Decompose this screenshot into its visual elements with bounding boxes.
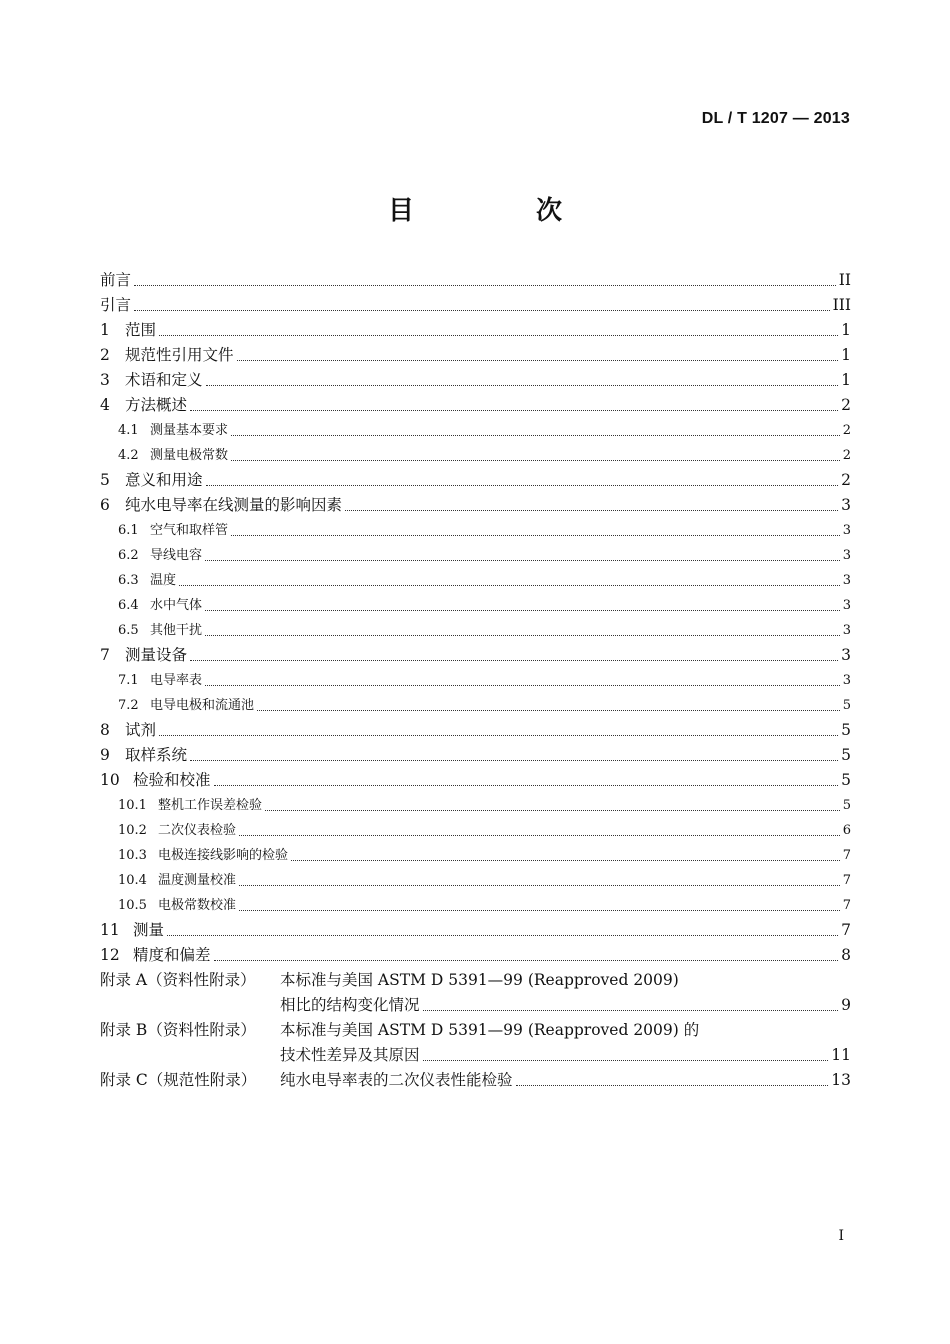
appendix-page: 13	[831, 1071, 851, 1089]
toc-entry-page: 2	[842, 423, 851, 438]
toc-entry-number: 6.5	[118, 623, 139, 638]
toc-entry-number: 8	[100, 721, 110, 739]
toc-entry-page: 1	[841, 371, 851, 389]
toc-entry[interactable]	[100, 943, 851, 968]
dot-leader	[134, 310, 830, 311]
dot-leader	[214, 785, 839, 786]
toc-entry-page: 2	[842, 448, 851, 463]
dot-leader	[423, 1010, 839, 1011]
table-of-contents	[100, 268, 851, 1093]
toc-entry-number: 10	[100, 771, 120, 789]
toc-entry-label: 方法概述	[125, 396, 188, 414]
toc-entry-number: 9	[100, 746, 110, 764]
toc-entry-page: 3	[842, 523, 851, 538]
toc-entry[interactable]	[100, 418, 851, 443]
page-title: 目 次	[387, 196, 610, 226]
dot-leader	[423, 1060, 829, 1061]
toc-entry-label: 温度测量校准	[158, 873, 237, 888]
toc-entry-label: 其他干扰	[150, 623, 203, 638]
toc-entry-label: 测量电极常数	[150, 448, 229, 463]
toc-entry-label: 精度和偏差	[133, 946, 211, 964]
dot-leader	[265, 810, 840, 811]
toc-entry-page: 6	[842, 823, 851, 838]
toc-entry-label: 测量	[133, 921, 165, 939]
dot-leader	[190, 410, 838, 411]
appendix-entry[interactable]	[100, 968, 851, 993]
toc-entry-label: 导线电容	[150, 548, 203, 563]
toc-entry-page: II	[838, 271, 851, 289]
dot-leader	[291, 860, 840, 861]
toc-entry-number: 10.4	[118, 873, 147, 888]
toc-entry-number: 7	[100, 646, 110, 664]
toc-entry-label: 温度	[150, 573, 177, 588]
dot-leader	[190, 760, 838, 761]
toc-entry-page: 5	[842, 798, 851, 813]
toc-entry[interactable]	[100, 568, 851, 593]
toc-entry-number: 10.3	[118, 848, 147, 863]
toc-entry-page: 3	[842, 623, 851, 638]
appendix-title: 本标准与美国 ASTM D 5391—99 (Reapproved 2009)	[280, 971, 679, 989]
toc-entry-label: 电极常数校准	[158, 898, 237, 913]
toc-entry-page: 7	[842, 898, 851, 913]
appendix-title-line2: 技术性差异及其原因	[280, 1046, 420, 1064]
toc-entry-number: 11	[100, 921, 120, 939]
toc-entry-number: 4	[100, 396, 110, 414]
toc-entry[interactable]	[100, 668, 851, 693]
toc-entry-page: 1	[841, 321, 851, 339]
toc-entry[interactable]	[100, 918, 851, 943]
appendix-label: 附录 B（资料性附录）	[100, 1021, 256, 1039]
toc-entry-label: 引言	[100, 296, 132, 314]
toc-entry-number: 10.2	[118, 823, 147, 838]
toc-entry-number: 6.1	[118, 523, 139, 538]
toc-entry-number: 4.1	[118, 423, 139, 438]
appendix-entry[interactable]	[100, 1068, 851, 1093]
dot-leader	[231, 460, 840, 461]
appendix-title-line2: 相比的结构变化情况	[280, 996, 420, 1014]
toc-entry-page: 3	[841, 496, 851, 514]
toc-entry-number: 6.3	[118, 573, 139, 588]
dot-leader	[516, 1085, 829, 1086]
toc-entry-label: 术语和定义	[125, 371, 203, 389]
dot-leader	[239, 910, 840, 911]
dot-leader	[205, 560, 840, 561]
toc-entry[interactable]	[100, 893, 851, 918]
toc-entry-page: 8	[841, 946, 851, 964]
toc-entry-page: 3	[842, 673, 851, 688]
toc-entry-page: III	[832, 296, 851, 314]
toc-entry-page: 2	[841, 471, 851, 489]
toc-entry[interactable]	[100, 793, 851, 818]
toc-entry-number: 1	[100, 321, 110, 339]
dot-leader	[231, 535, 840, 536]
toc-entry[interactable]	[100, 443, 851, 468]
toc-entry-label: 水中气体	[150, 598, 203, 613]
toc-entry[interactable]	[100, 843, 851, 868]
toc-entry-number: 6.2	[118, 548, 139, 563]
dot-leader	[237, 360, 839, 361]
toc-entry[interactable]	[100, 493, 851, 518]
toc-entry[interactable]	[100, 543, 851, 568]
appendix-entry-continued[interactable]	[100, 993, 851, 1018]
toc-entry[interactable]	[100, 868, 851, 893]
dot-leader	[159, 735, 838, 736]
toc-entry-label: 电导率表	[150, 673, 203, 688]
toc-entry-number: 5	[100, 471, 110, 489]
toc-entry-label: 试剂	[125, 721, 157, 739]
dot-leader	[214, 960, 839, 961]
toc-entry-page: 7	[842, 873, 851, 888]
toc-entry-number: 4.2	[118, 448, 139, 463]
appendix-title: 纯水电导率表的二次仪表性能检验	[280, 1071, 513, 1089]
dot-leader	[206, 385, 839, 386]
toc-entry-number: 7.2	[118, 698, 139, 713]
appendix-entry-continued[interactable]	[100, 1043, 851, 1068]
dot-leader	[205, 635, 840, 636]
dot-leader	[205, 610, 840, 611]
toc-entry-page: 5	[841, 771, 851, 789]
appendix-entry[interactable]	[100, 1018, 851, 1043]
toc-entry-number: 12	[100, 946, 120, 964]
toc-entry-page: 5	[841, 721, 851, 739]
toc-entry-label: 测量基本要求	[150, 423, 229, 438]
toc-entry[interactable]	[100, 268, 851, 293]
toc-entry[interactable]	[100, 618, 851, 643]
toc-entry[interactable]	[100, 368, 851, 393]
toc-entry-page: 2	[841, 396, 851, 414]
dot-leader	[159, 335, 838, 336]
dot-leader	[239, 835, 840, 836]
toc-entry[interactable]	[100, 293, 851, 318]
dot-leader	[206, 485, 839, 486]
toc-entry-page: 1	[841, 346, 851, 364]
dot-leader	[205, 685, 840, 686]
toc-entry[interactable]	[100, 318, 851, 343]
toc-entry-label: 电导电极和流通池	[150, 698, 255, 713]
appendix-page: 9	[841, 996, 851, 1014]
toc-entry[interactable]	[100, 818, 851, 843]
toc-entry-label: 前言	[100, 271, 132, 289]
toc-entry-number: 3	[100, 371, 110, 389]
appendix-label: 附录 C（规范性附录）	[100, 1071, 257, 1089]
dot-leader	[190, 660, 838, 661]
toc-entry-label: 意义和用途	[125, 471, 203, 489]
toc-entry-page: 3	[842, 573, 851, 588]
toc-entry-label: 范围	[125, 321, 157, 339]
toc-entry-page: 7	[842, 848, 851, 863]
dot-leader	[257, 710, 840, 711]
dot-leader	[231, 435, 840, 436]
appendix-page: 11	[831, 1046, 851, 1064]
toc-entry[interactable]	[100, 643, 851, 668]
dot-leader	[239, 885, 840, 886]
toc-entry[interactable]	[100, 518, 851, 543]
toc-entry[interactable]	[100, 693, 851, 718]
toc-entry-page: 7	[841, 921, 851, 939]
dot-leader	[167, 935, 838, 936]
toc-entry[interactable]	[100, 593, 851, 618]
appendix-title: 本标准与美国 ASTM D 5391—99 (Reapproved 2009) 的	[280, 1021, 700, 1039]
toc-entry[interactable]	[100, 343, 851, 368]
document-code: DL / T 1207 — 2013	[701, 110, 850, 127]
toc-entry[interactable]	[100, 768, 851, 793]
appendix-label: 附录 A（资料性附录）	[100, 971, 256, 989]
toc-entry-number: 10.1	[118, 798, 147, 813]
toc-entry-label: 测量设备	[125, 646, 188, 664]
toc-entry-label: 规范性引用文件	[125, 346, 234, 364]
toc-entry[interactable]	[100, 468, 851, 493]
toc-entry-number: 7.1	[118, 673, 139, 688]
toc-entry[interactable]	[100, 743, 851, 768]
toc-entry[interactable]	[100, 718, 851, 743]
toc-entry-label: 空气和取样管	[150, 523, 229, 538]
toc-entry-label: 取样系统	[125, 746, 188, 764]
toc-entry-number: 6	[100, 496, 110, 514]
toc-entry-label: 检验和校准	[133, 771, 211, 789]
toc-entry-label: 二次仪表检验	[158, 823, 237, 838]
dot-leader	[345, 510, 838, 511]
page-number: I	[838, 1228, 844, 1244]
toc-entry-number: 6.4	[118, 598, 139, 613]
toc-entry[interactable]	[100, 393, 851, 418]
toc-entry-page: 3	[842, 598, 851, 613]
toc-entry-label: 整机工作误差检验	[158, 798, 263, 813]
toc-entry-page: 5	[841, 746, 851, 764]
toc-entry-label: 电极连接线影响的检验	[158, 848, 289, 863]
toc-entry-number: 2	[100, 346, 110, 364]
toc-entry-page: 5	[842, 698, 851, 713]
dot-leader	[134, 285, 836, 286]
toc-entry-label: 纯水电导率在线测量的影响因素	[125, 496, 343, 514]
toc-entry-page: 3	[842, 548, 851, 563]
toc-entry-page: 3	[841, 646, 851, 664]
dot-leader	[179, 585, 840, 586]
toc-entry-number: 10.5	[118, 898, 147, 913]
